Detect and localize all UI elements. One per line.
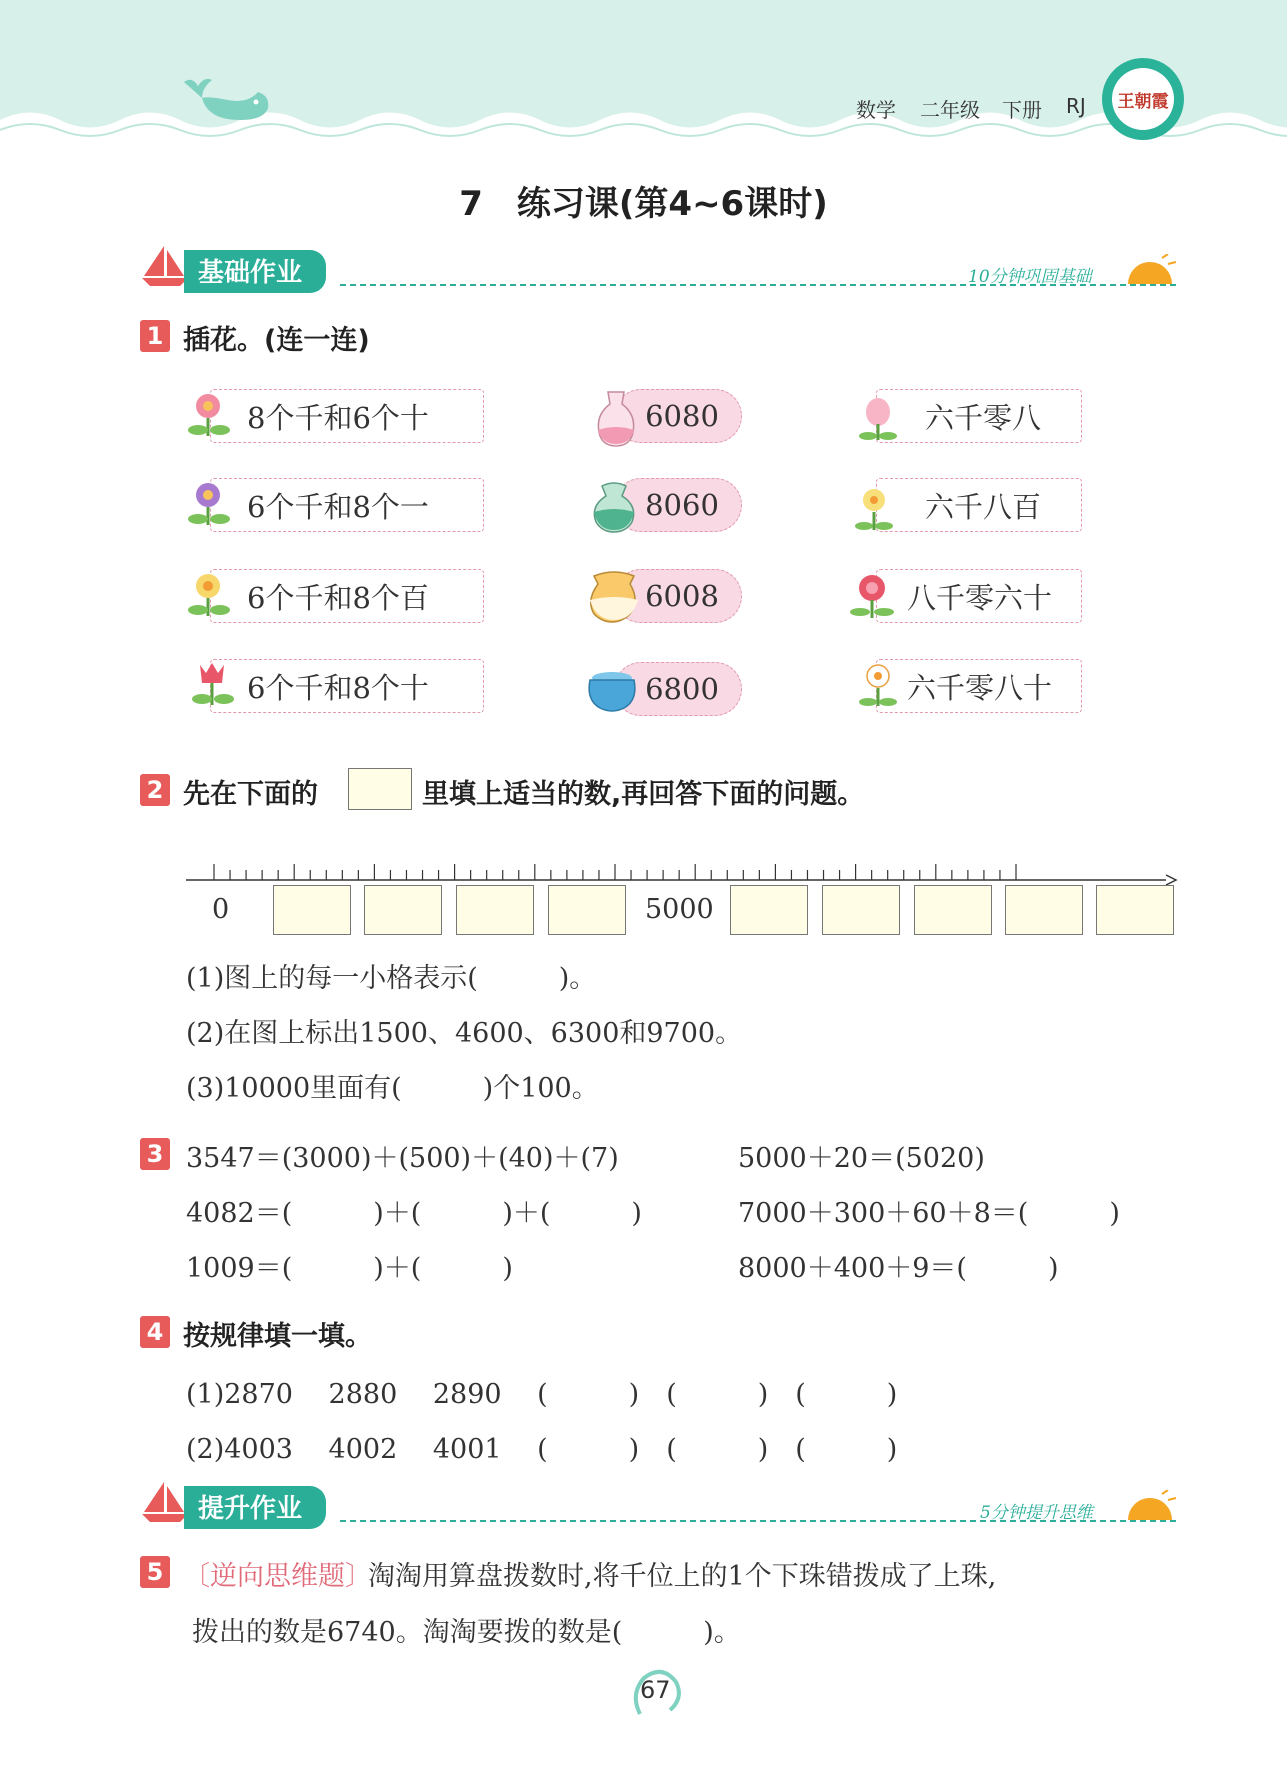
q5-line-1: 淘淘用算盘拨数时,将千位上的1个下珠错拨成了上珠, [368,1561,997,1592]
flower-icon [852,486,898,534]
q3-left-3: 1009＝( )＋( ) [186,1253,513,1284]
flower-icon [856,662,902,710]
sailboat-icon [140,244,190,288]
right-card-4[interactable] [876,659,1082,713]
answer-box-4000[interactable] [548,885,626,935]
q2-sub1: (1)图上的每一小格表示( )。 [186,963,597,994]
question-2-text-a: 先在下面的 [183,779,318,810]
axis-5000-label: 5000 [645,894,714,925]
answer-box-7000[interactable] [822,885,900,935]
q3-left-1: 3547＝(3000)＋(500)＋(40)＋(7) [186,1143,619,1174]
sample-answer-box [348,768,412,810]
right-card-2[interactable] [876,478,1082,532]
answer-box-6000[interactable] [730,885,808,935]
answer-box-8000[interactable] [914,885,992,935]
left-card-2[interactable] [210,478,484,532]
answer-box-1000[interactable] [273,885,351,935]
q4-row-1: (1)2870 2880 2890 ( ) ( ) ( ) [186,1379,898,1410]
advanced-section-note: 5分钟提升思维 [980,1503,1093,1523]
basic-section-note: 10分钟巩固基础 [968,267,1092,287]
logo-text: 王朝霞 [1112,68,1174,130]
page-number: 67 [640,1676,671,1704]
grade-label: 二年级 [920,98,980,122]
vase-number-label: 8060 [645,488,719,522]
q3-left-2: 4082＝( )＋( )＋( ) [186,1198,642,1229]
answer-box-10000[interactable] [1096,885,1174,935]
vase-icon [590,388,642,450]
right-card-label: 六千零八十 [907,670,1053,705]
flower-icon [188,572,240,622]
left-card-label: 6个千和8个百 [247,580,429,615]
q3-right-3: 8000＋400＋9＝( ) [738,1253,1059,1284]
q5-line-2: 拨出的数是6740。淘淘要拨的数是( )。 [192,1617,741,1648]
question-4-text: 按规律填一填。 [183,1321,372,1352]
question-2-text-b: 里填上适当的数,再回答下面的问题。 [422,779,865,810]
sun-icon [1122,254,1178,290]
right-card-label: 八千零六十 [907,580,1053,615]
vase-number-label: 6008 [645,579,719,613]
q2-sub3: (3)10000里面有( )个100。 [186,1073,599,1104]
q4-row-2: (2)4003 4002 4001 ( ) ( ) ( ) [186,1434,898,1465]
right-card-label: 六千八百 [925,489,1042,524]
question-number-3: 3 [140,1138,170,1170]
answer-box-9000[interactable] [1005,885,1083,935]
advanced-section-label: 提升作业 [184,1486,326,1529]
vase-icon [584,668,642,716]
q3-right-1: 5000＋20＝(5020) [738,1143,985,1174]
sun-icon [1122,1490,1178,1526]
question-1-text: 插花。(连一连) [183,325,370,356]
flower-icon [188,392,240,442]
vase-number-label: 6800 [645,672,719,706]
rosebud-icon [856,396,902,444]
left-card-1[interactable] [210,389,484,443]
vase-icon [584,566,642,626]
question-number-4: 4 [140,1316,170,1348]
tulip-icon [192,661,244,711]
question-number-2: 2 [140,774,170,806]
q2-sub2: (2)在图上标出1500、4600、6300和9700。 [186,1018,743,1049]
answer-box-3000[interactable] [456,885,534,935]
q5-tag: 〔逆向思维题〕 [183,1561,372,1592]
left-card-label: 6个千和8个十 [247,670,429,705]
answer-box-2000[interactable] [364,885,442,935]
subject-label: 数学 [856,98,896,122]
left-card-3[interactable] [210,569,484,623]
basic-section-label: 基础作业 [184,250,326,293]
rose-icon [846,572,896,622]
volume-label: 下册 [1002,98,1042,122]
sailboat-icon [140,1480,190,1524]
axis-zero-label: 0 [212,894,230,925]
vase-icon [586,480,642,536]
brand-logo [1102,58,1184,140]
page-title: 7 练习课(第4~6课时) [459,184,828,224]
right-card-label: 六千零八 [925,400,1042,435]
header-band [0,0,1287,150]
right-card-1[interactable] [876,389,1082,443]
whale-icon [178,74,274,130]
left-card-label: 6个千和8个一 [247,489,429,524]
q3-right-2: 7000＋300＋60＋8＝( ) [738,1198,1120,1229]
flower-icon [188,481,240,531]
question-number-5: 5 [140,1556,170,1588]
left-card-label: 8个千和6个十 [247,400,429,435]
vase-number-label: 6080 [645,399,719,433]
edition-label: RJ [1066,94,1086,118]
right-card-3[interactable] [876,569,1082,623]
left-card-4[interactable] [210,659,484,713]
question-number-1: 1 [140,320,170,352]
